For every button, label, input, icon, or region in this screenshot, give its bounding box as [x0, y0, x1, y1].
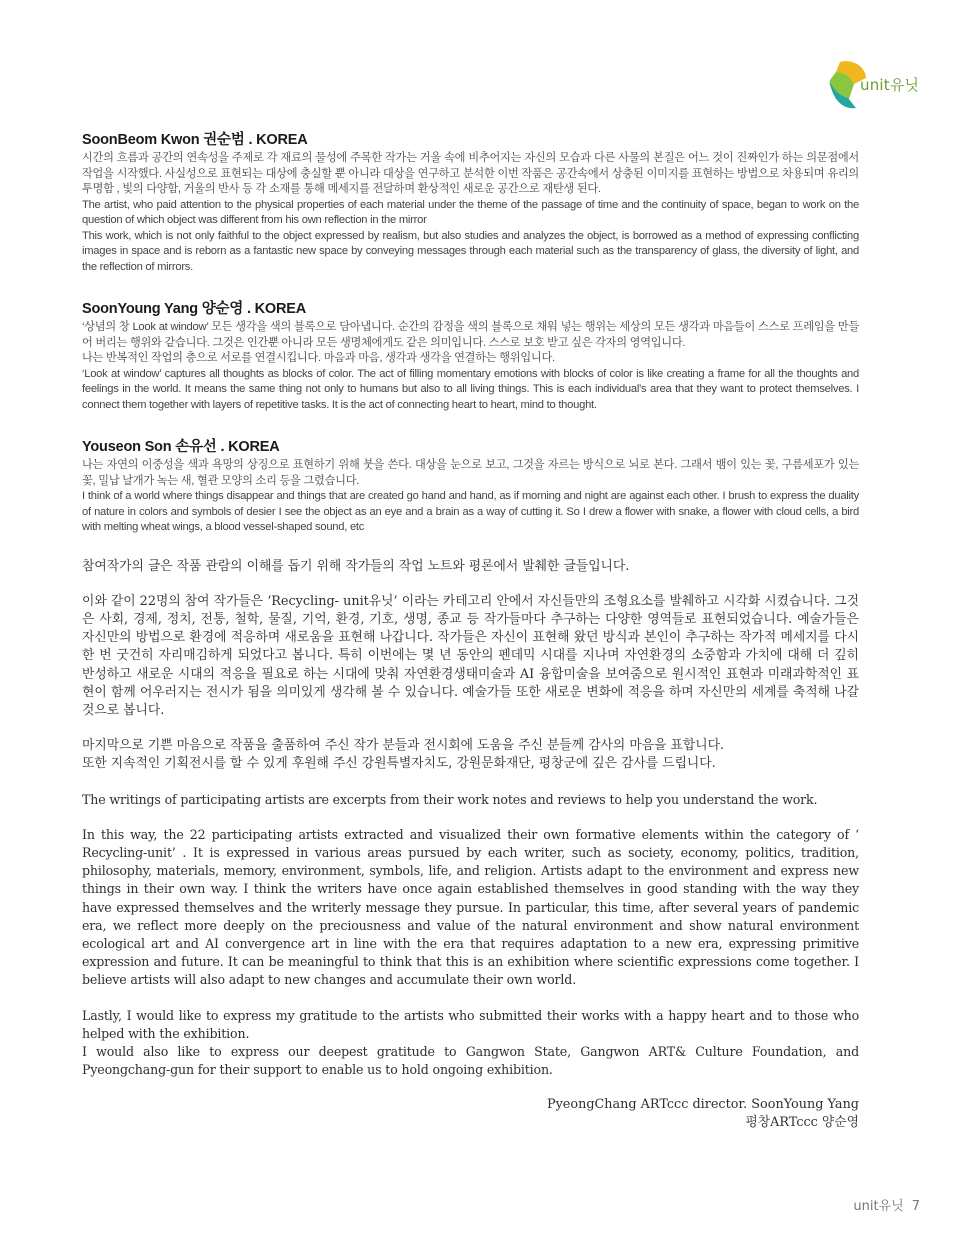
page-number: 7	[911, 1199, 920, 1214]
essay-ko-body: 이와 같이 22명의 참여 작가들은 ‘Recycling- unit유닛’ 이라는 카테고리 안에서 자신들만의 조형요소를 발췌하고 시각화 시켰습니다. 그것은 사회, 경제, 정치, 전통, 철학, 물질, 기억, 환경, 기호, 생명, 종교 등 작가들마다 추구하는 다양한 영역들로 표현되었습니다. 예술가들은 자신만의 방법으로 환경에 적응하며 새로움을 표현해 나갑니다. 작가들은 자신이 표현해 왔던 방식과 본인이 추구하는 작가적 메세지를 다시 한 번 굿건히 자리매김하게 되었다고 봅니다. 특히 이번에는 몇 년 동안의 펜데믹 시대를 지나며 자연환경의 소중함과 가치에 대해 더 깊히 반성하고 새로운 시대의 적응을 필요로 하는 시대에 맞춰 자연환경생태미술과 AI 융합미술을 보여줌으로 원시적인 표현과 미래과학적인 표현이 함께 어우러지는 전시가 됨을 의미있게 생각해 볼 수 있습니다. 예술가들 또한 새로운 변화에 적응을 하며 자신만의 세계를 축적해 나갈 것으로 봅니다.	[82, 593, 859, 718]
artist-text-ko: 나는 자연의 이중성을 색과 욕망의 상징으로 표현하기 위해 붓을 쓴다. 대상을 눈으로 보고, 그것을 자르는 방식으로 뇌로 본다. 그래서 뱀이 있는 꽃, 구름세포가 있는 꽃, 밀납 날개가 녹는 새, 혈관 모양의 소리 등을 그렸습니다.	[82, 459, 859, 487]
unit-logo	[826, 58, 926, 116]
essay-ko-thanks: 또한 지속적인 기획전시를 할 수 있게 후원해 주신 강원특별자치도, 강원문화재단, 평창군에 깊은 감사를 드립니다.	[82, 756, 716, 772]
artist-block-yang	[82, 297, 859, 413]
signature-block	[82, 1096, 859, 1132]
essay-ko-intro: 참여작가의 글은 작품 관람의 이해를 돕기 위해 작가들의 작업 노트와 평론에서 발췌한 글들입니다.	[82, 558, 630, 574]
signature-ko: 평창ARTccc 양순영	[745, 1115, 859, 1131]
artist-text-ko: 나는 반복적인 작업의 층으로 서로를 연결시킵니다. 마음과 마음, 생각과 생각을 연결하는 행위입니다.	[82, 352, 555, 364]
artist-name: SoonBeom Kwon 권순범 . KOREA	[82, 132, 308, 148]
page-content	[82, 128, 859, 1132]
artist-text-ko: 시간의 흐름과 공간의 연속성을 주제로 각 재료의 물성에 주목한 작가는 거울 속에 비추어지는 자신의 모습과 다른 사물의 본질은 어느 것이 진짜인가 하는 의문점에서 작업을 시작했다. 사실성으로 표현되는 대상에 충실할 뿐 아니라 대상을 연구하고 분석한 이번 작품은 공간속에서 상충된 이미지를 표현하는 방법으로 차용되며 유리의 투명함 , 빛의 다양함, 거울의 반사 등 각 소재를 통해 메세지를 전달하며 환상적인 새로운 공간으로 재탄생 된다.	[82, 152, 859, 195]
footer-brand: unit유닛	[853, 1199, 904, 1214]
page-footer	[845, 1195, 920, 1214]
artist-block-kwon	[82, 128, 859, 275]
artist-text-en: The artist, who paid attention to the physical properties of each material under the theme of the passage of time and the continuity of space, began to work on the question of which object was different from his own reflection in the mirror	[82, 198, 859, 226]
artist-name: Youseon Son 손유선 . KOREA	[82, 439, 280, 455]
essay-en-intro: The writings of participating artists are excerpts from their work notes and reviews to help you understand the work.	[82, 791, 818, 807]
essay-en-body: In this way, the 22 participating artists extracted and visualized their own formative elements within the category of ‘ Recycling-unit’ . It is expressed in various areas pursued by each writer, such as society, economy, politics, tradition, philosophy, materials, memory, environment, symbols, life, and religion. Artists adapt to the environment and express new things in their own way. I think the writers have once again established themselves in good standing with the way they have expressed themselves and the writerly message they pursue. In particular, this time, after several years of pandemic era, we reflect more deeply on the preciousness and value of the natural environment and show natural environment ecological art and AI convergence art in line with the era that requires adaptation to a new era, expressing primitive expression and future. It can be meaningful to think that this is an exhibition where scientific expressions come together. I believe artists will also adapt to new changes and accumulate their own world.	[82, 826, 859, 988]
artist-text-en: ‘Look at window’ captures all thoughts as blocks of color. The act of filling momentary emotions with blocks of color is like creating a frame for all the thoughts and feelings in the world. It means the same thing not only to humans but also to all living things. This is each individual's area that they want to protect themselves. I connect them together with layers of repetitive tasks. It is the act of connecting heart to heart, mind to thought.	[82, 367, 859, 411]
essay-en-thanks: Lastly, I would like to express my gratitude to the artists who submitted their works with a happy heart and to those who helped with the exhibition.	[82, 1007, 859, 1041]
curator-essay	[82, 558, 859, 1080]
essay-ko-thanks: 마지막으로 기쁜 마음으로 작품을 출품하여 주신 작가 분들과 전시회에 도움을 주신 분들께 감사의 마음을 표합니다.	[82, 738, 725, 754]
artist-block-son	[82, 435, 859, 536]
signature-en: PyeongChang ARTccc director. SoonYoung Yang	[546, 1097, 859, 1113]
artist-text-en: This work, which is not only faithful to the object expressed by realism, but also studies and analyzes the object, is borrowed as a method of expressing conflicting images in space and is reborn as a fantastic new space by conveying messages through each material such as the transparency of glass, the diversity of light, and the reflection of mirrors.	[82, 229, 859, 273]
artist-text-ko: ‘상념의 창 Look at window’ 모든 생각을 색의 블록으로 담아냅니다. 순간의 감정을 색의 블록으로 채워 넣는 행위는 세상의 모든 생각과 마음들이 스스로 프레임을 만들어 버리는 행위와 같습니다. 그것은 인간뿐 아니라 모든 생명체에게도 같은 의미입니다. 스스로 보호 받고 싶은 각자의 영역입니다.	[82, 321, 859, 349]
essay-en-thanks: I would also like to express our deepest gratitude to Gangwon State, Gangwon ART& Culture Foundation, and Pyeongchang-gun for their support to enable us to hold ongoing exhibition.	[82, 1043, 859, 1078]
artist-name: SoonYoung Yang 양순영 . KOREA	[82, 301, 306, 317]
logo-text: unit유닛	[860, 76, 920, 94]
artist-text-en: I think of a world where things disappear and things that are created go hand and hand, as if morning and night are against each other. I brush to express the duality of nature in colors and symbols of desier I see the object as an eye and a brain as a way of cutting it. So I drew a flower with snake, a flower with cloud cells, a bird with melting wheat wings, a blood vessel-shaped sound, etc	[82, 490, 859, 533]
